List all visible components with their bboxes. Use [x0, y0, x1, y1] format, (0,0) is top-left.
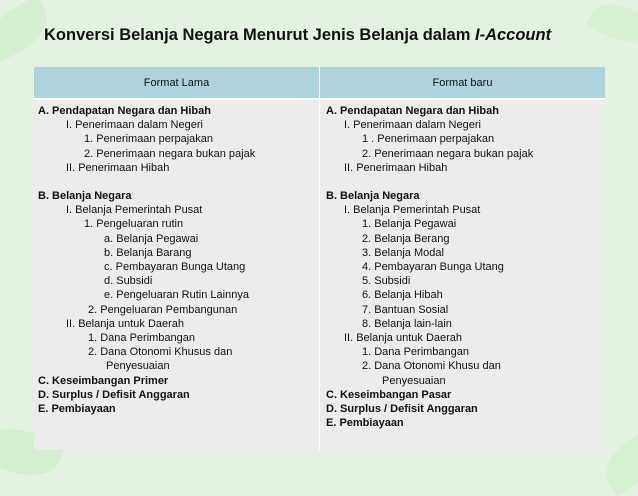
format-lama-line: 1. Penerimaan perpajakan — [84, 133, 214, 146]
format-lama-line: B. Belanja Negara — [38, 190, 132, 203]
format-baru-line: II. Belanja untuk Daerah — [344, 332, 463, 345]
title-italic: I-Account — [474, 26, 552, 44]
format-baru-line: 8. Belanja lain-lain — [362, 317, 452, 330]
format-baru-line: C. Keseimbangan Pasar — [326, 388, 452, 401]
format-lama-line: 2. Pengeluaran Pembangunan — [88, 303, 238, 316]
format-lama-line: E. Pembiayaan — [38, 403, 116, 416]
format-baru-line: 3. Belanja Modal — [362, 246, 444, 259]
format-baru-line: 1. Dana Perimbangan — [362, 346, 470, 359]
format-lama-line: 1. Pengeluaran rutin — [84, 218, 184, 231]
format-lama-line: I. Penerimaan dalam Negeri — [66, 119, 203, 132]
format-lama-line: a. Belanja Pegawai — [104, 232, 199, 245]
format-lama-line: 2. Dana Otonomi Khusus dan — [88, 346, 233, 359]
format-baru-line: 2. Belanja Berang — [362, 232, 450, 245]
format-lama-line: A. Pendapatan Negara dan Hibah — [38, 105, 211, 117]
format-baru-line: 1. Belanja Pegawai — [362, 218, 457, 231]
format-lama-line: II. Penerimaan Hibah — [66, 161, 170, 174]
format-lama-line: e. Pengeluaran Rutin Lainnya — [104, 289, 249, 302]
format-lama-line: 1. Dana Perimbangan — [88, 332, 196, 345]
format-baru-line: 7. Bantuan Sosial — [362, 303, 449, 316]
format-lama-line: c. Pembayaran Bunga Utang — [104, 261, 246, 274]
column-header-format-baru: Format baru — [320, 67, 606, 99]
format-lama-line: I. Belanja Pemerintah Pusat — [66, 204, 203, 217]
format-baru-line: I. Belanja Pemerintah Pusat — [344, 204, 481, 217]
format-baru-line: Penyesuaian — [382, 374, 446, 387]
column-header-format-lama: Format Lama — [34, 67, 320, 99]
format-baru-line — [320, 175, 605, 189]
format-baru-line: 2. Dana Otonomi Khusu dan — [362, 360, 501, 373]
format-lama-line — [34, 175, 319, 189]
format-lama-line: d. Subsidi — [104, 275, 153, 288]
format-baru-line: D. Surplus / Defisit Anggaran — [326, 403, 478, 416]
format-lama-line: C. Keseimbangan Primer — [38, 374, 169, 387]
format-lama-cell — [34, 99, 320, 450]
decorative-leaf — [586, 0, 638, 51]
format-baru-cell — [320, 99, 606, 450]
format-baru-line: 5. Subsidi — [362, 275, 411, 288]
title-main: Konversi Belanja Negara Menurut Jenis Belanja dalam — [44, 26, 475, 44]
format-lama-line: 2. Penerimaan negara bukan pajak — [84, 147, 256, 160]
format-lama-line: D. Surplus / Defisit Anggaran — [38, 388, 190, 401]
format-lama-line: Penyesuaian — [106, 360, 170, 373]
format-baru-line: I. Penerimaan dalam Negeri — [344, 119, 481, 132]
format-lama-line: II. Belanja untuk Daerah — [66, 317, 185, 330]
format-baru-line: 4. Pembayaran Bunga Utang — [362, 261, 504, 274]
format-lama-line: b. Belanja Barang — [104, 246, 192, 259]
format-baru-line: 6. Belanja Hibah — [362, 289, 443, 302]
conversion-table — [34, 67, 605, 450]
format-baru-line: B. Belanja Negara — [326, 190, 420, 203]
format-baru-line: E. Pembiayaan — [326, 417, 404, 430]
page-title — [44, 26, 551, 45]
format-baru-line: 2. Penerimaan negara bukan pajak — [362, 147, 534, 160]
format-baru-line: II. Penerimaan Hibah — [344, 161, 448, 174]
format-baru-line: A. Pendapatan Negara dan Hibah — [326, 105, 499, 117]
format-baru-line: 1 . Penerimaan perpajakan — [362, 133, 495, 146]
